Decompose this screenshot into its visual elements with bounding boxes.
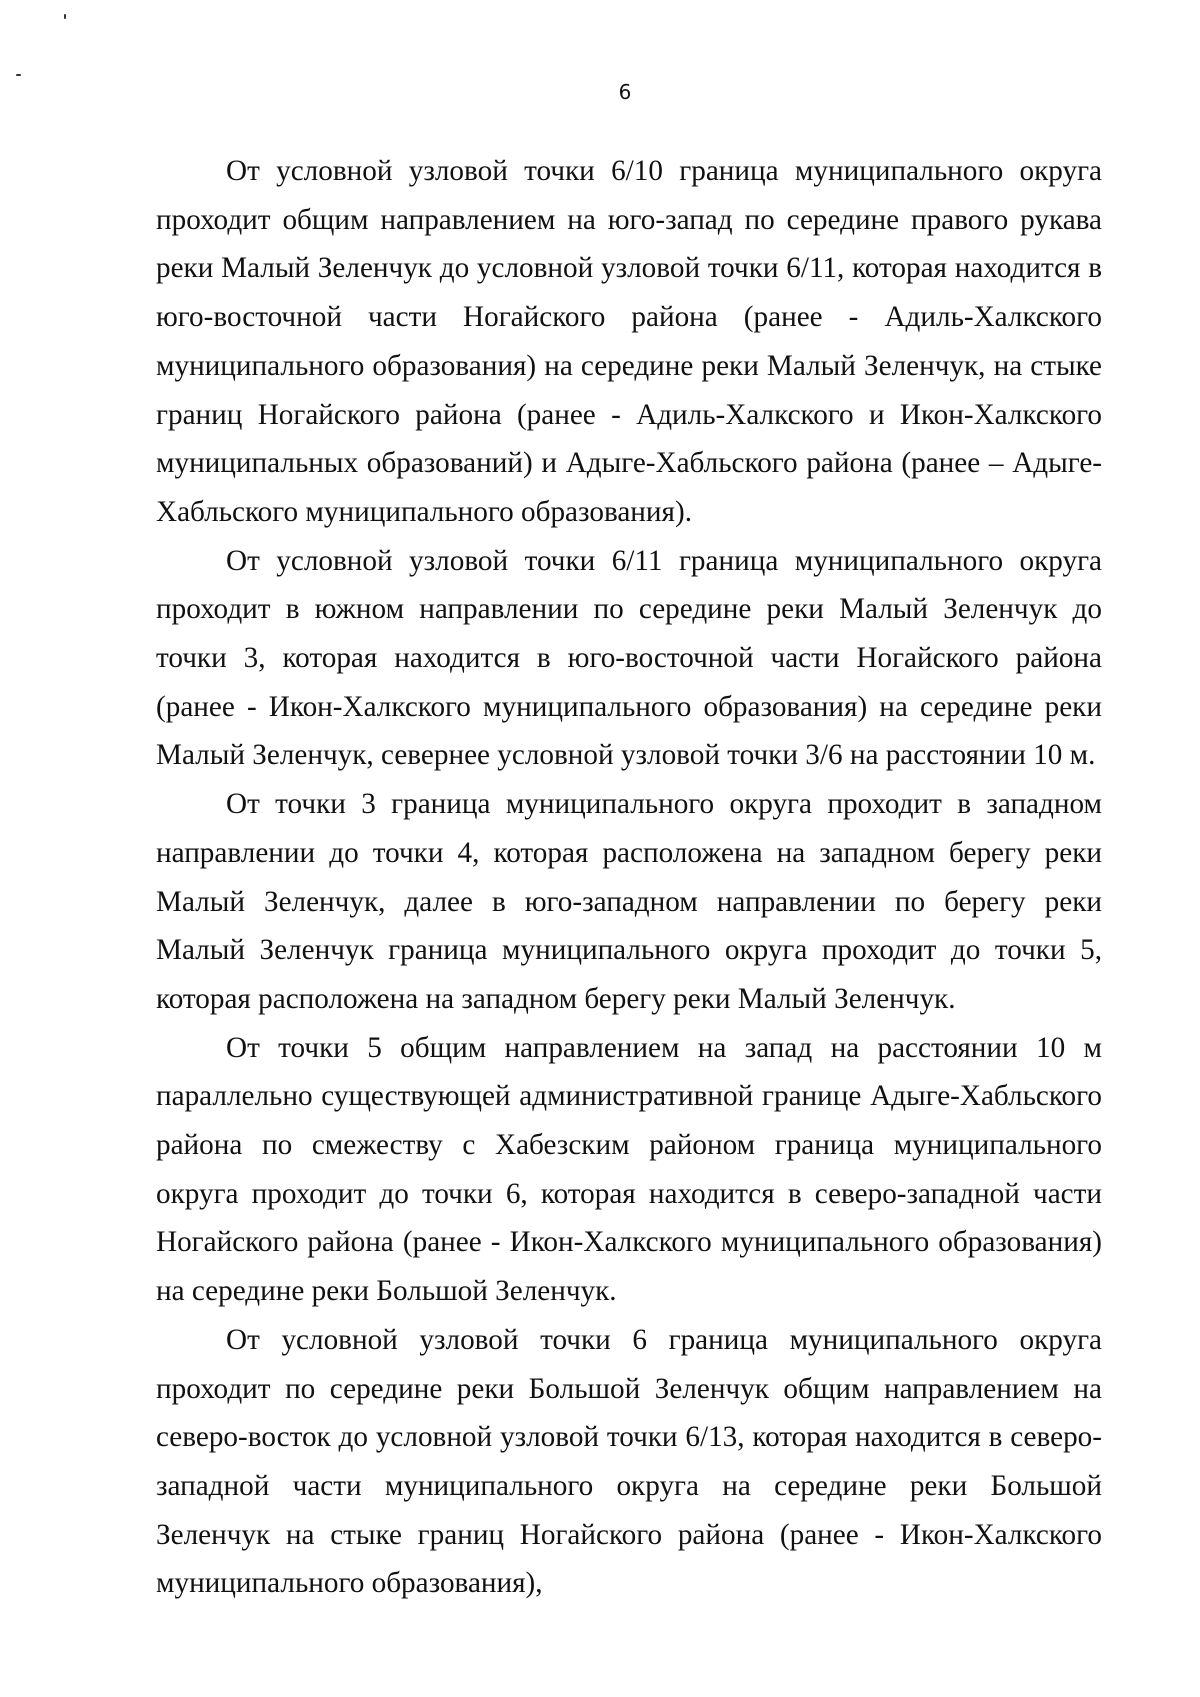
paragraph: От точки 5 общим направлением на запад на расстоянии 10 м параллельно существующей административной границе Адыге-Хабльского района по смежеству с Хабезским районом граница муниципального округа проходит до точки 6, которая находится в северо-западной части Ногайского района (ранее - Икон-Халкского муниципального образования) на середине реки Большой Зеленчук. xyxy=(156,1031,1102,1308)
page-number: 6 xyxy=(618,80,632,104)
paragraph: От условной узловой точки 6/10 граница муниципального округа проходит общим направлением на юго-запад по середине правого рукава реки Малый Зеленчук до условной узловой точки 6/11, которая находится в юго-восточной части Ногайского района (ранее - Адиль-Халкского муниципального образования) на середине реки Малый Зеленчук, на стыке границ Ногайского района (ранее - Адиль-Халкского и Икон-Халкского муниципальных образований) и Адыге-Хабльского района (ранее – Адыге-Хабльского муниципального образования). xyxy=(156,155,1102,528)
scan-speck xyxy=(16,74,21,76)
paragraph: От условной узловой точки 6 граница муниципального округа проходит по середине реки Большой Зеленчук общим направлением на северо-восток до условной узловой точки 6/13, которая находится в северо-западной части муниципального округа на середине реки Большой Зеленчук на стыке границ Ногайского района (ранее - Икон-Халкского муниципального образования), xyxy=(156,1323,1102,1600)
paragraph: От точки 3 граница муниципального округа проходит в западном направлении до точки 4, которая расположена на западном берегу реки Малый Зеленчук, далее в юго-западном направлении по берегу реки Малый Зеленчук граница муниципального округа проходит до точки 5, которая расположена на западном берегу реки Малый Зеленчук. xyxy=(156,788,1102,1015)
document-body xyxy=(156,147,1102,1608)
paragraph: От условной узловой точки 6/11 граница муниципального округа проходит в южном направлении по середине реки Малый Зеленчук до точки 3, которая находится в юго-восточной части Ногайского района (ранее - Икон-Халкского муниципального образования) на середине реки Малый Зеленчук, севернее условной узловой точки 3/6 на расстоянии 10 м. xyxy=(156,544,1102,772)
scan-speck xyxy=(64,14,66,19)
